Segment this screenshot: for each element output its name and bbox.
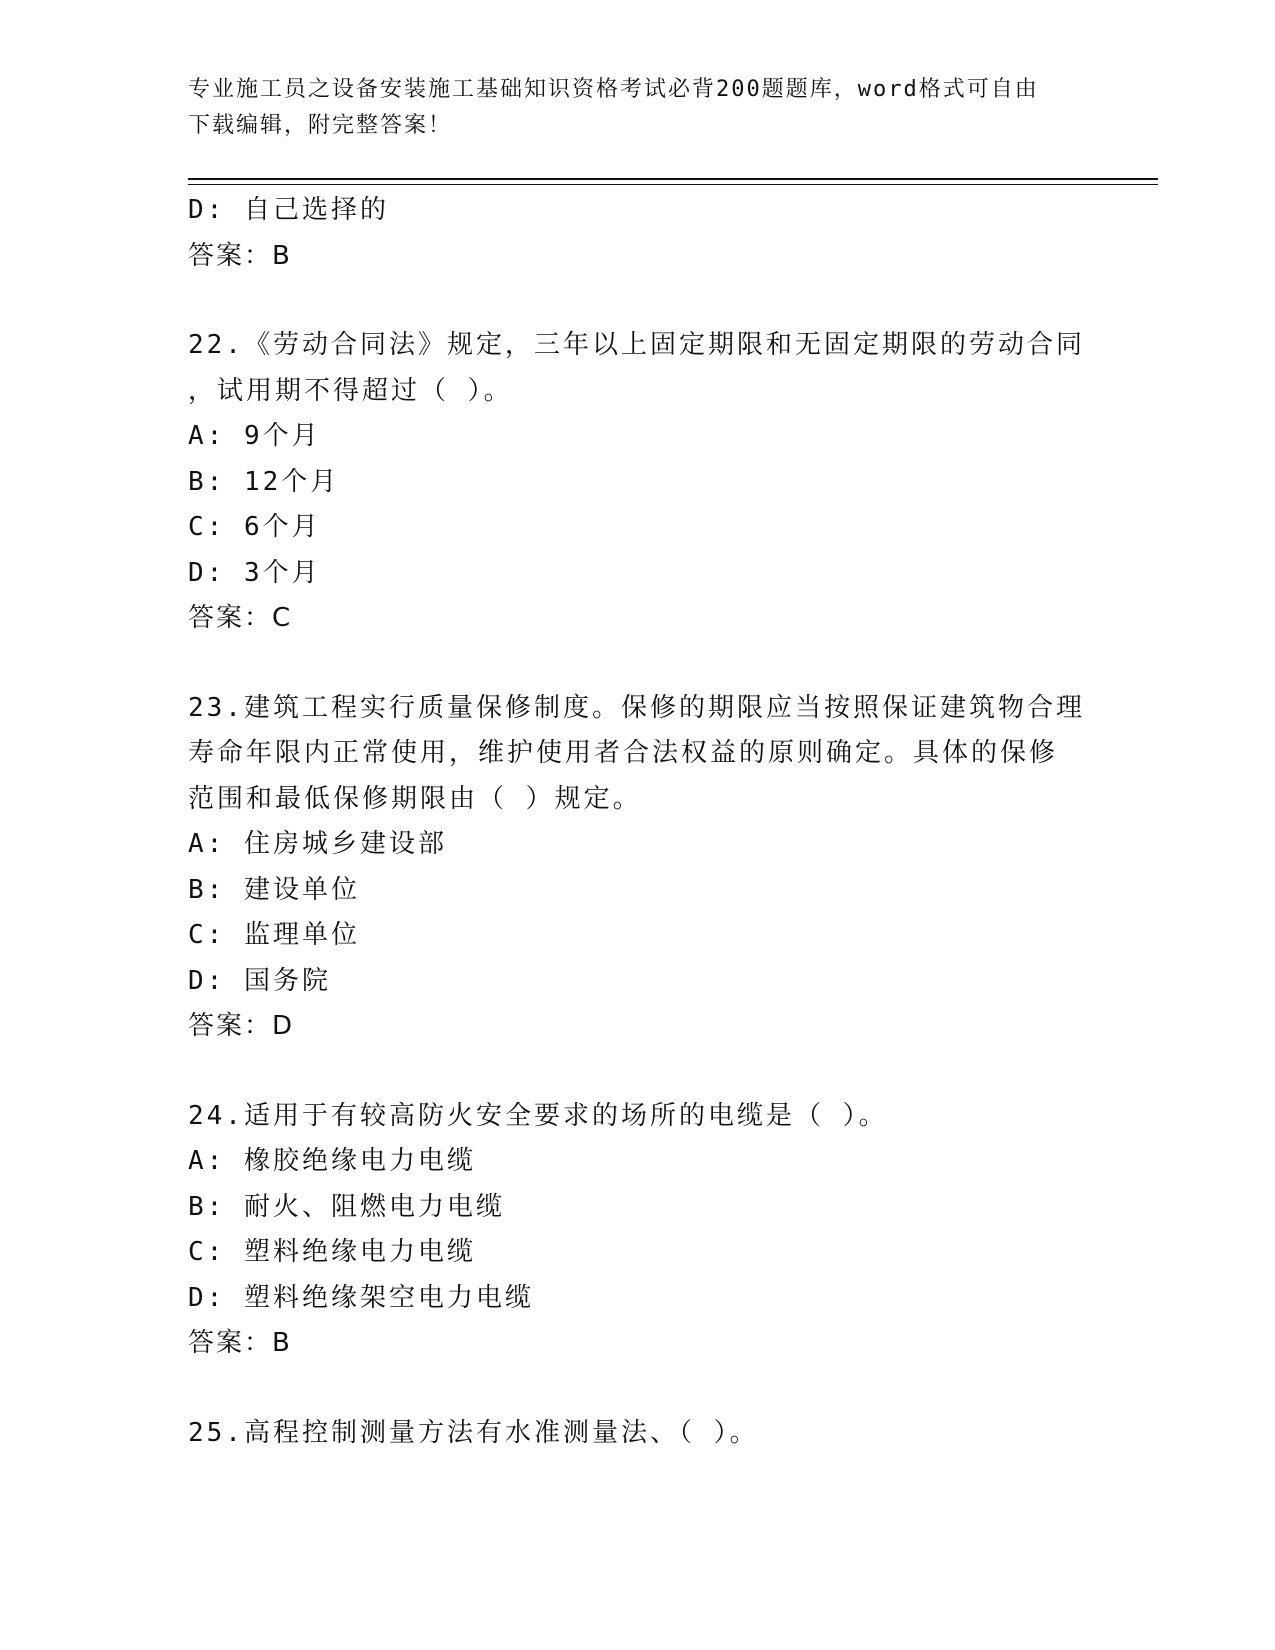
spacer (188, 1050, 1088, 1094)
answer-line: 答案：B (188, 240, 292, 271)
option-d: D: 塑料绝缘架空电力电缆 (188, 1282, 534, 1313)
question-stem-line: 寿命年限内正常使用，维护使用者合法权益的原则确定。具体的保修 (188, 738, 1059, 768)
header-divider-thick (188, 178, 1158, 180)
option-a: A: 住房城乡建设部 (188, 829, 447, 859)
answer-line: 答案：B (188, 1328, 292, 1358)
spacer (188, 1367, 1088, 1411)
option-d: D: 3个月 (188, 557, 321, 588)
header-line-2: 下载编辑，附完整答案！ (188, 113, 453, 138)
option-b: B: 建设单位 (188, 874, 360, 905)
option-d: D: 自己选择的 (188, 195, 389, 225)
question-content (188, 188, 1088, 1456)
previous-question-tail (188, 188, 1088, 279)
answer-line: 答案：C (188, 603, 293, 633)
document-header (188, 72, 1068, 144)
option-c: C: 6个月 (188, 512, 321, 542)
spacer (188, 279, 1088, 323)
option-a: A: 橡胶绝缘电力电缆 (188, 1146, 476, 1176)
question-stem-line: 23.建筑工程实行质量保修制度。保修的期限应当按照保证建筑物合理 (188, 692, 1085, 723)
option-b: B: 耐火、阻燃电力电缆 (188, 1191, 505, 1222)
option-d: D: 国务院 (188, 965, 331, 996)
header-divider-thin (188, 184, 1158, 185)
question-stem-line: 25.高程控制测量方法有水准测量法、（ ）。 (188, 1417, 759, 1448)
option-b: B: 12个月 (188, 466, 340, 497)
header-line-1: 专业施工员之设备安装施工基础知识资格考试必背200题题库，word格式可自由 (188, 77, 1039, 102)
option-c: C: 监理单位 (188, 920, 360, 950)
question-24 (188, 1094, 1088, 1367)
spacer (188, 642, 1088, 686)
question-stem-line: 24.适用于有较高防火安全要求的场所的电缆是（ ）。 (188, 1100, 888, 1131)
question-stem-line: 22.《劳动合同法》规定，三年以上固定期限和无固定期限的劳动合同 (188, 330, 1085, 360)
question-22 (188, 323, 1088, 642)
question-23 (188, 686, 1088, 1050)
question-25 (188, 1411, 1088, 1457)
question-stem-line: 范围和最低保修期限由（ ）规定。 (188, 783, 642, 814)
answer-line: 答案：D (188, 1011, 295, 1041)
option-a: A: 9个月 (188, 421, 321, 451)
question-stem-line: ，试用期不得超过（ ）。 (188, 375, 513, 406)
option-c: C: 塑料绝缘电力电缆 (188, 1237, 476, 1267)
